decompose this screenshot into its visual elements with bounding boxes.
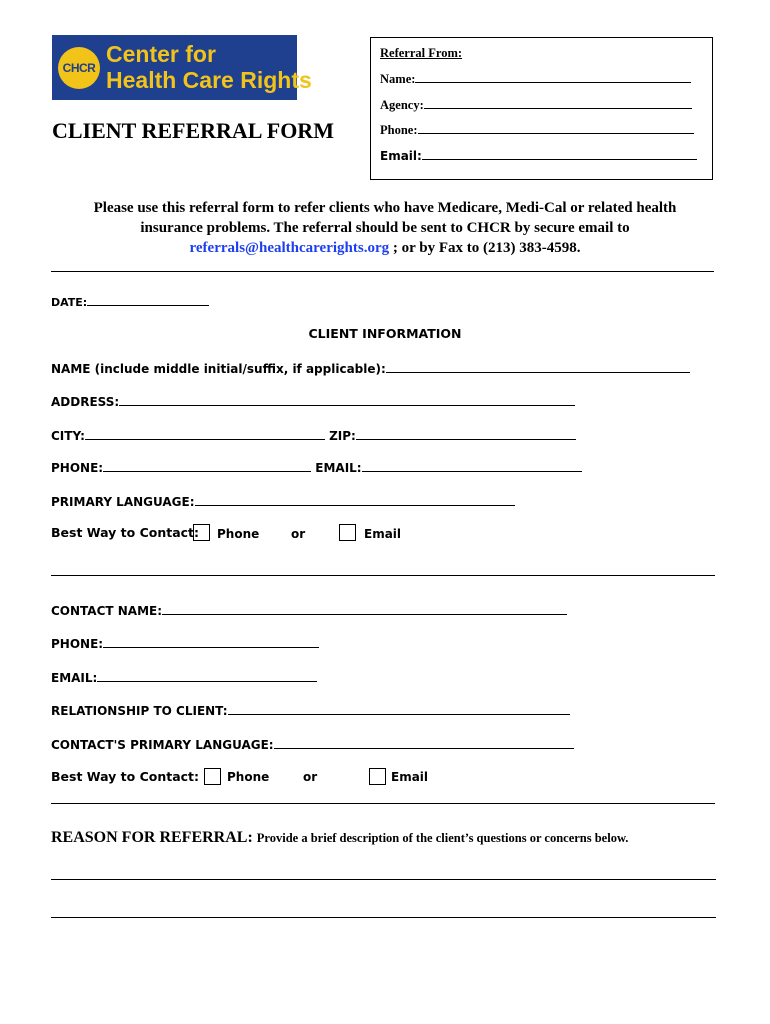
client-option-phone: Phone [217, 527, 260, 541]
contact-language-field[interactable] [274, 737, 574, 749]
referral-phone-label: Phone: [380, 123, 418, 137]
contact-name-row [51, 603, 567, 618]
contact-relationship-field[interactable] [228, 703, 570, 715]
client-phone-row [51, 460, 582, 475]
contact-method-label: Best Way to Contact: [51, 769, 200, 784]
instructions-line3 [40, 238, 730, 258]
referral-agency-row [380, 97, 692, 113]
client-email-checkbox[interactable] [339, 524, 356, 541]
client-address-label: ADDRESS: [51, 395, 120, 409]
client-city-field[interactable] [85, 428, 325, 440]
client-option-email: Email [364, 527, 402, 541]
contact-relationship-label: RELATIONSHIP TO CLIENT: [51, 704, 228, 718]
client-name-row [51, 361, 690, 376]
contact-language-row [51, 737, 574, 752]
referral-email-label: Email: [380, 149, 422, 163]
form-title: CLIENT REFERRAL FORM [52, 118, 334, 143]
contact-name-label: CONTACT NAME: [51, 604, 163, 618]
referral-email-row [380, 148, 697, 163]
referral-from-box [370, 37, 713, 180]
client-phone-checkbox[interactable] [193, 524, 210, 541]
referral-email-field[interactable] [422, 148, 697, 160]
referral-agency-label: Agency: [380, 98, 424, 112]
client-zip-label: ZIP: [329, 429, 356, 443]
contact-option-or: or [303, 770, 318, 784]
divider-top [51, 271, 714, 272]
date-field[interactable] [87, 294, 209, 306]
client-language-row [51, 494, 515, 509]
client-language-field[interactable] [195, 494, 515, 506]
referral-name-field[interactable] [415, 71, 691, 83]
contact-language-label: CONTACT'S PRIMARY LANGUAGE: [51, 738, 274, 752]
client-info-heading: CLIENT INFORMATION [308, 326, 462, 341]
instructions-fax: ; or by Fax to (213) 383-4598. [389, 240, 581, 256]
date-row [51, 294, 209, 309]
contact-option-phone: Phone [227, 770, 270, 784]
logo-line2: Health Care Rights [106, 67, 312, 93]
referral-name-row [380, 71, 691, 87]
contact-phone-checkbox[interactable] [204, 768, 221, 785]
client-city-row [51, 428, 576, 443]
contact-email-checkbox[interactable] [369, 768, 386, 785]
reason-heading-row [51, 829, 628, 847]
instructions-line1: Please use this referral form to refer clients who have Medicare, Medi-Cal or related health [93, 200, 677, 216]
client-contact-method-label: Best Way to Contact: [51, 525, 200, 540]
client-email-label: EMAIL: [315, 461, 362, 475]
contact-option-email: Email [391, 770, 429, 784]
client-email-field[interactable] [362, 460, 582, 472]
referral-email-link[interactable]: referrals@healthcarerights.org [189, 240, 390, 256]
divider-contact [51, 803, 715, 804]
client-address-field[interactable] [119, 394, 575, 406]
instructions [40, 198, 730, 258]
referral-phone-row [380, 122, 694, 138]
referral-phone-field[interactable] [418, 122, 694, 134]
client-contact-method-row [51, 525, 199, 540]
client-phone-label: PHONE: [51, 461, 104, 475]
contact-method-row [51, 769, 199, 784]
logo-line1: Center for [106, 41, 216, 67]
contact-name-field[interactable] [162, 603, 567, 615]
chcr-logo [52, 35, 312, 100]
chcr-badge-icon [58, 47, 100, 89]
client-name-label: NAME (include middle initial/suffix, if applicable): [51, 362, 386, 376]
client-language-label: PRIMARY LANGUAGE: [51, 495, 195, 509]
client-name-field[interactable] [386, 361, 690, 373]
contact-email-row [51, 670, 317, 685]
client-option-or: or [291, 527, 306, 541]
referral-agency-field[interactable] [424, 97, 692, 109]
instructions-line2: insurance problems. The referral should be sent to CHCR by secure email to [140, 220, 630, 236]
logo-badge-text: CHCR [62, 61, 96, 75]
contact-email-field[interactable] [97, 670, 317, 682]
contact-phone-row [51, 636, 319, 651]
contact-phone-label: PHONE: [51, 637, 104, 651]
contact-relationship-row [51, 703, 570, 718]
divider-client [51, 575, 715, 576]
client-phone-field[interactable] [103, 460, 311, 472]
reason-line-2[interactable] [51, 917, 716, 918]
contact-phone-field[interactable] [103, 636, 319, 648]
reason-description: Provide a brief description of the client’s questions or concerns below. [256, 831, 629, 845]
client-zip-field[interactable] [356, 428, 576, 440]
client-address-row [51, 394, 575, 409]
reason-line-1[interactable] [51, 879, 716, 880]
date-label: DATE: [51, 296, 88, 309]
reason-heading: REASON FOR REFERRAL: [51, 829, 253, 846]
referral-from-heading: Referral From: [380, 46, 463, 60]
contact-email-label: EMAIL: [51, 671, 98, 685]
referral-name-label: Name: [380, 72, 416, 86]
client-city-label: CITY: [51, 429, 85, 443]
